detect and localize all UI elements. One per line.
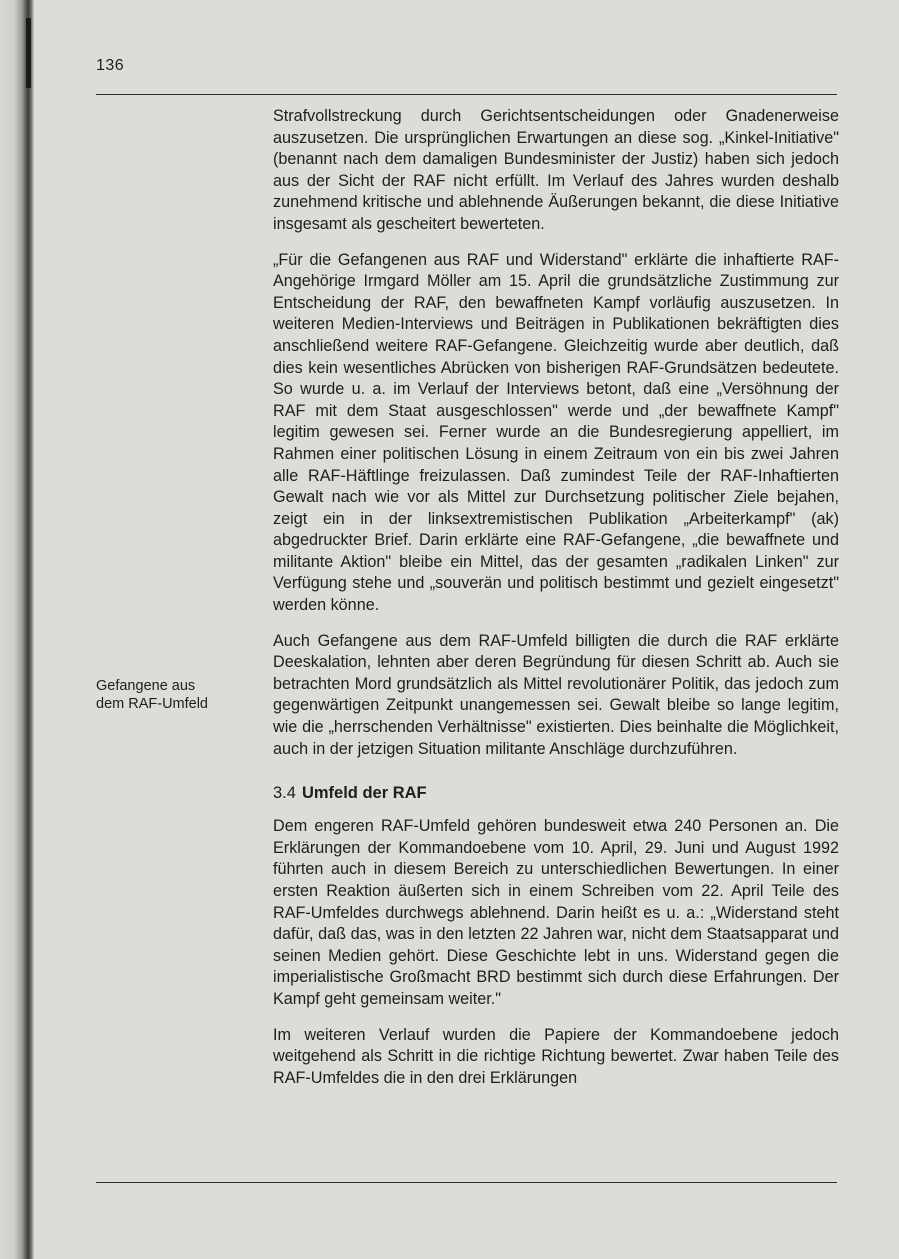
section-title: Umfeld der RAF bbox=[301, 784, 427, 803]
margin-note-line-2: dem RAF-Umfeld bbox=[96, 696, 208, 712]
paragraph-3: Auch Gefangene aus dem RAF-Umfeld billigten die durch die RAF erklärte Deeskalation, lehnten aber deren Begründung für diesen Schritt ab. Auch sie betrachten Mord grundsätzlich als Mittel revolutionärer Politik, das jedoch zum gegenwärtigen Zeitpunkt unangemessen sei. Gewalt bleibe so lange legitim, wie die „herrschenden Verhältnisse" existierten. Dies beinhalte die Möglichkeit, auch in der jetzigen Situation militante Anschläge durchzuführen. bbox=[273, 631, 839, 758]
binding-mark bbox=[26, 18, 31, 88]
page-number: 136 bbox=[96, 57, 125, 74]
paragraph-2: „Für die Gefangenen aus RAF und Widerstand" erklärte die inhaftierte RAF-Angehörige Irmgard Möller am 15. April die grundsätzliche Zustimmung zur Entscheidung der RAF, den bewaffneten Kampf vorläufig auszusetzen. In weiteren Medien-Interviews und Beiträgen in Publikationen bekräftigten dies anschließend weitere RAF-Gefangene. Gleichzeitig wurde aber deutlich, daß dies kein wesentliches Abrücken von bisherigen RAF-Grundsätzen bedeutete. So wurde u. a. im Verlauf der Interviews betont, daß eine „Versöhnung der RAF mit dem Staat ausgeschlossen" werde und „der bewaffnete Kampf" legitim gewesen sei. Ferner wurde an die Bundesregierung appelliert, im Rahmen einer politischen Lösung in einem Zeitraum von ein bis zwei Jahren alle RAF-Häftlinge freizulassen. Daß zumindest Teile der RAF-Inhaftierten Gewalt nach wie vor als Mittel zur Durchsetzung politischer Ziele bejahen, zeigt ein in der linksextremistischen Publikation „Arbeiterkampf" (ak) abgedruckter Brief. Darin erklärte eine RAF-Gefangene, „die bewaffnete und militante Aktion" bleibe ein Mittel, das der gesamten „radikalen Linken" zur Verfügung stehe und „souverän und politisch bestimmt und gezielt eingesetzt" werden könne. bbox=[273, 250, 839, 615]
margin-note-line-1: Gefangene aus bbox=[96, 678, 196, 694]
section-heading bbox=[273, 782, 839, 804]
margin-note bbox=[96, 677, 256, 713]
section-number: 3.4 bbox=[273, 784, 296, 803]
paragraph-5: Im weiteren Verlauf wurden die Papiere der Kommandoebene jedoch weitgehend als Schritt in die richtige Richtung bewertet. Zwar haben Teile des RAF-Umfeldes die in den drei Erklärungen bbox=[273, 1025, 839, 1087]
paragraph-4: Dem engeren RAF-Umfeld gehören bundesweit etwa 240 Personen an. Die Erklärungen der Kommandoebene vom 10. April, 29. Juni und August 1992 führten auch in diesem Bereich zu unterschiedlichen Bewertungen. In einer ersten Reaktion äußerten sich in einem Schreiben vom 22. April Teile des RAF-Umfeldes durchwegs ablehnend. Darin heißt es u. a.: „Widerstand steht dafür, daß das, was in den letzten 22 Jahren war, nicht dem Staatsapparat und seinen Medien gehört. Diese Geschichte lebt in uns. Widerstand gegen die imperialistische Großmacht BRD bestimmt sich durch diese Erfahrungen. Der Kampf geht gemeinsam weiter." bbox=[273, 817, 839, 1008]
main-text-column bbox=[273, 106, 839, 1103]
header-rule bbox=[96, 94, 837, 95]
book-spine-shadow bbox=[0, 0, 34, 1259]
paragraph-1: Strafvollstreckung durch Gerichtsentscheidungen oder Gnadenerweise auszusetzen. Die ursprünglichen Erwartungen an diese sog. „Kinkel-Initiative" (benannt nach dem damaligen Bundesminister der Justiz) haben sich jedoch aus der Sicht der RAF nicht erfüllt. Im Verlauf des Jahres wurden deshalb zunehmend kritische und ablehnende Äußerungen bekannt, die diese Initiative insgesamt als gescheitert bewerteten. bbox=[273, 107, 839, 233]
footer-rule bbox=[96, 1182, 837, 1183]
